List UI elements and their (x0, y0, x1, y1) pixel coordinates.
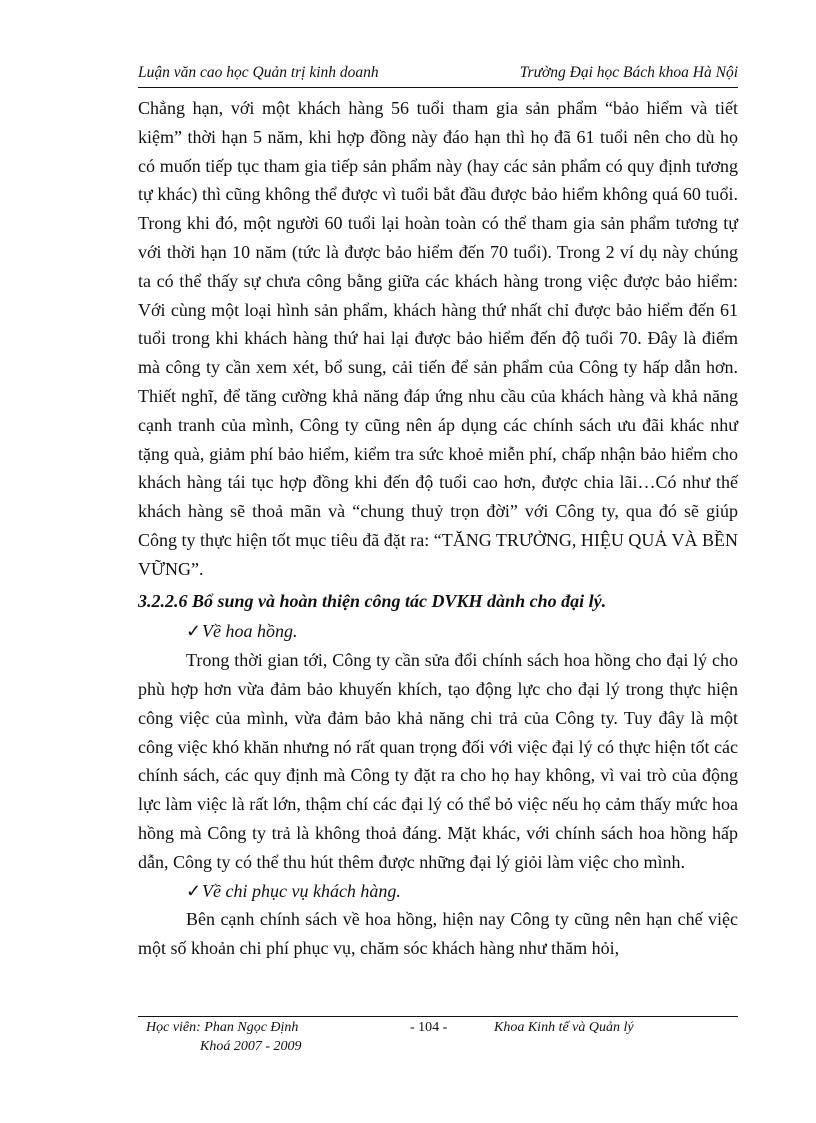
header-university: Trường Đại học Bách khoa Hà Nội (519, 64, 738, 81)
paragraph-service-costs: Bên cạnh chính sách về hoa hồng, hiện nay Công ty cũng nên hạn chế việc một số khoản chi phí phục vụ, chăm sóc khách hàng như thăm hỏi, (138, 909, 738, 959)
paragraph-example: Chẳng hạn, với một khách hàng 56 tuổi tham gia sản phẩm “bảo hiểm và tiết kiệm” thời hạn 5 năm, khi hợp đồng này đáo hạn thì họ đã 61 tuổi nên cho dù họ có muốn tiếp tục tham gia tiếp sản phẩm này (hay các sản phẩm có quy định tương tự khác) thì cũng không thể được vì tuổi bắt đầu được bảo hiểm không quá 60 tuổi. Trong khi đó, một người 60 tuổi lại hoàn toàn có thể tham gia sản phẩm tương tự với thời hạn 10 năm (tức là được bảo hiểm đến 70 tuổi). Trong 2 ví dụ này chúng ta có thể thấy sự chưa công bằng giữa các khách hàng trong việc được bảo hiểm: Với cùng một loại hình sản phẩm, khách hàng thứ nhất chỉ được bảo hiểm đến 61 tuổi trong khi khách hàng thứ hai lại được bảo hiểm đến độ tuổi 70. Đây là điểm mà công ty cần xem xét, bổ sung, cải tiến để sản phẩm của Công ty hấp dẫn hơn. Thiết nghĩ, để tăng cường khả năng đáp ứng nhu cầu của khách hàng và khả năng cạnh tranh của mình, Công ty cũng nên áp dụng các chính sách ưu đãi khác như tặng quà, giảm phí bảo hiểm, kiểm tra sức khoẻ miễn phí, chấp nhận bảo hiểm cho khách hàng tái tục hợp đồng khi đến độ tuổi cao hơn, được chia lãi…Có như thế khách hàng sẽ thoả mãn và “chung thuỷ trọn đời” với Công ty, qua đó sẽ giúp Công ty thực hiện tốt mục tiêu đã đặt ra: “TĂNG TRƯỞNG, HIỆU QUẢ VÀ BỀN VỮNG”. (138, 98, 738, 579)
check-mark-icon: ✓ (186, 621, 202, 642)
footer-divider (138, 1016, 738, 1017)
page-footer (138, 1020, 738, 1060)
subheading-commission-label: Về hoa hồng. (202, 621, 298, 642)
header-thesis-title: Luận văn cao học Quản trị kinh doanh (138, 64, 379, 81)
subheading-commission (186, 617, 738, 646)
footer-course: Khoá 2007 - 2009 (200, 1039, 302, 1054)
page-header (138, 64, 738, 86)
page-body (138, 94, 738, 963)
footer-faculty: Khoa Kinh tế và Quản lý (494, 1020, 634, 1035)
header-divider (138, 87, 738, 88)
check-mark-icon: ✓ (186, 880, 202, 901)
section-heading: 3.2.2.6 Bổ sung và hoàn thiện công tác DVKH dành cho đại lý. (138, 590, 607, 611)
page-number: - 104 - (410, 1020, 448, 1035)
footer-student: Học viên: Phan Ngọc Định (146, 1020, 299, 1035)
paragraph-commission: Trong thời gian tới, Công ty cần sửa đổi chính sách hoa hồng cho đại lý cho phù hợp hơn vừa đảm bảo khuyến khích, tạo động lực cho đại lý trong thực hiện công việc của mình, vừa đảm bảo khả năng chi trả của Công ty. Tuy đây là một công việc khó khăn nhưng nó rất quan trọng đối với việc đại lý có thực hiện tốt các chính sách, các quy định mà Công ty đặt ra cho họ hay không, vì vai trò của động lực làm việc là rất lớn, thậm chí các đại lý có thể bỏ việc nếu họ cảm thấy mức hoa hồng mà Công ty trả là không thoả đáng. Mặt khác, với chính sách hoa hồng hấp dẫn, Công ty có thể thu hút thêm được những đại lý giỏi làm việc cho mình. (138, 650, 738, 872)
subheading-service-costs-label: Về chi phục vụ khách hàng. (202, 880, 401, 901)
subheading-service-costs (186, 877, 738, 906)
